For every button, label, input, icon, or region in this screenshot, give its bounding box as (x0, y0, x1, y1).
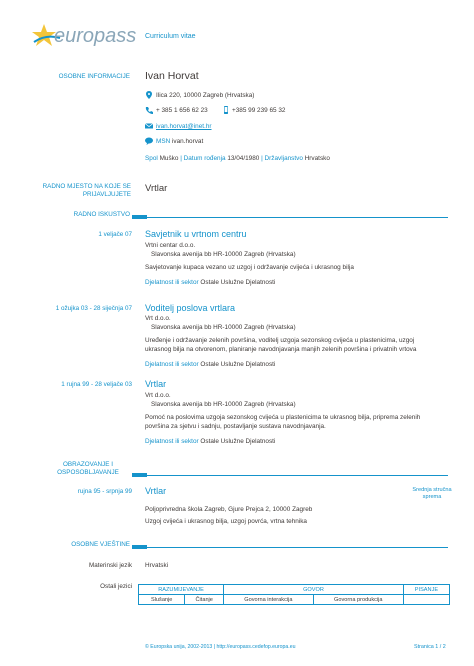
dob-value: 13/04/1980 (227, 155, 260, 162)
sub-listening: Slušanje (139, 595, 185, 605)
work-2-sector-label: Djelatnost ili sektor (145, 361, 199, 368)
skills-divider (145, 547, 448, 548)
work-3-sector-label: Djelatnost ili sektor (145, 438, 199, 445)
sub-interaction: Govorna interakcija (224, 595, 314, 605)
work-3-employer: Vrt d.o.o. (145, 392, 171, 399)
education-date: rujna 95 - srpnja 99 (77, 488, 132, 495)
col-writing: PISANJE (403, 585, 449, 595)
education-title: Vrtlar (145, 486, 167, 496)
col-understanding: RAZUMIJEVANJE (139, 585, 224, 595)
mobile-icon (222, 106, 230, 114)
phone: + 385 1 656 62 23 (156, 107, 208, 114)
section-label-skills: OSOBNE VJEŠTINE (71, 541, 130, 548)
chat-icon (145, 137, 153, 145)
work-2-address: Slavonska avenija bb HR-10000 Zagreb (Hrvatska) (151, 324, 296, 331)
person-name: Ivan Horvat (145, 70, 199, 82)
phone-icon (145, 106, 153, 114)
mother-tongue-value: Hrvatski (145, 562, 169, 569)
nationality-label: Državljanstvo (264, 155, 303, 162)
work-3-sector-line (145, 438, 275, 445)
work-divider-bar (132, 215, 147, 219)
footer-copyright: © Europska unija, 2002-2013 | http://europass.cedefop.europa.eu (145, 644, 296, 650)
footer-page: Stranica 1 / 2 (414, 644, 446, 650)
section-label-job-applied: RADNO MJESTO NA KOJE SE PRIJAVLJUJETE (42, 183, 131, 198)
logo-text: europass (54, 25, 137, 47)
work-3-desc-1: Pomoć na poslovima uzgoja sezonskog cvijeća u plastenicima te ukrasnog bilja, priprema zelenih (145, 414, 421, 421)
education-divider (145, 475, 448, 476)
section-label-work: RADNO ISKUSTVO (73, 211, 130, 218)
work-2-desc-2: ukrasnog bilja na otvorenom, planiranje navodnjavanja manjih zelenih površina i privatnih vrtova (145, 346, 417, 353)
work-1-sector-line (145, 279, 275, 286)
work-1-title: Savjetnik u vrtnom centru (145, 229, 247, 239)
mother-tongue-label: Materinski jezik (88, 562, 132, 569)
work-1-desc: Savjetovanje kupaca vezano uz uzgoj i održavanje cvijeća i ukrasnog bilja (145, 264, 354, 271)
sex-value: Muško (159, 155, 179, 162)
im-value: ivan.horvat (171, 138, 204, 145)
dob-label: Datum rođenja (183, 155, 226, 162)
location-icon (145, 91, 153, 99)
work-2-date: 1 ožujka 03 - 28 siječnja 07 (55, 305, 132, 312)
education-divider-bar (132, 473, 147, 477)
work-2-sector: Ostale Uslužne Djelatnosti (200, 361, 276, 368)
address: Ilica 220, 10000 Zagreb (Hrvatska) (156, 92, 255, 99)
work-3-title: Vrtlar (145, 379, 167, 389)
europass-logo (30, 22, 140, 50)
work-1-address: Slavonska avenija bb HR-10000 Zagreb (Hrvatska) (151, 251, 296, 258)
email-link[interactable]: ivan.horvat@inet.hr (156, 123, 212, 130)
mobile: +385 99 239 65 32 (232, 107, 286, 114)
col-speaking: GOVOR (224, 585, 404, 595)
work-3-desc-2: površina za sjetvu i sadnju, postavljanje sustava navodnjavanja. (145, 423, 326, 430)
work-2-sector-line (145, 361, 275, 368)
nationality-value: Hrvatsko (304, 155, 330, 162)
personal-details-line: Spol Muško | Datum rođenja 13/04/1980 | Državljanstvo Hrvatsko (145, 155, 330, 162)
education-desc: Uzgoj cvijeća i ukrasnog bilja, uzgoj povrća, vrtna tehnika (145, 518, 307, 525)
work-1-date: 1 veljače 07 (98, 231, 132, 238)
work-2-title: Voditelj poslova vrtlara (145, 303, 236, 313)
sub-reading: Čitanje (185, 595, 224, 605)
section-label-education: OBRAZOVANJE I OSPOSOBLJAVANJE (57, 461, 119, 476)
job-applied-value: Vrtlar (145, 183, 168, 194)
work-1-sector: Ostale Uslužne Djelatnosti (200, 279, 276, 286)
work-3-sector: Ostale Uslužne Djelatnosti (200, 438, 276, 445)
work-2-employer: Vrt d.o.o. (145, 315, 171, 322)
work-2-desc-1: Uređenje i održavanje zelenih površina, voditelj uzgoja sezonskog cvijeća u plastenicima, uzgoj (145, 337, 415, 344)
skills-divider-bar (132, 545, 147, 549)
sub-production: Govorna produkcija (313, 595, 403, 605)
other-languages-label: Ostali jezici (100, 583, 132, 590)
email-icon (145, 122, 153, 130)
education-level: Srednja stručna sprema (412, 487, 452, 500)
education-school: Poljoprivredna škola Zagreb, Gjure Prejca 2, 10000 Zagreb (145, 506, 313, 513)
doc-title: Curriculum vitae (145, 33, 196, 40)
work-3-date: 1 rujna 99 - 28 veljače 03 (61, 381, 132, 388)
im-prefix: MSN (156, 138, 171, 145)
im-line (156, 138, 203, 145)
section-label-personal: OSOBNE INFORMACIJE (58, 73, 130, 80)
work-1-sector-label: Djelatnost ili sektor (145, 279, 199, 286)
sub-writing-empty (403, 595, 449, 605)
work-3-address: Slavonska avenija bb HR-10000 Zagreb (Hrvatska) (151, 401, 296, 408)
sex-label: Spol (145, 155, 158, 162)
work-1-employer: Vrtni centar d.o.o. (145, 242, 196, 249)
language-grid (138, 584, 450, 605)
work-divider (145, 217, 448, 218)
